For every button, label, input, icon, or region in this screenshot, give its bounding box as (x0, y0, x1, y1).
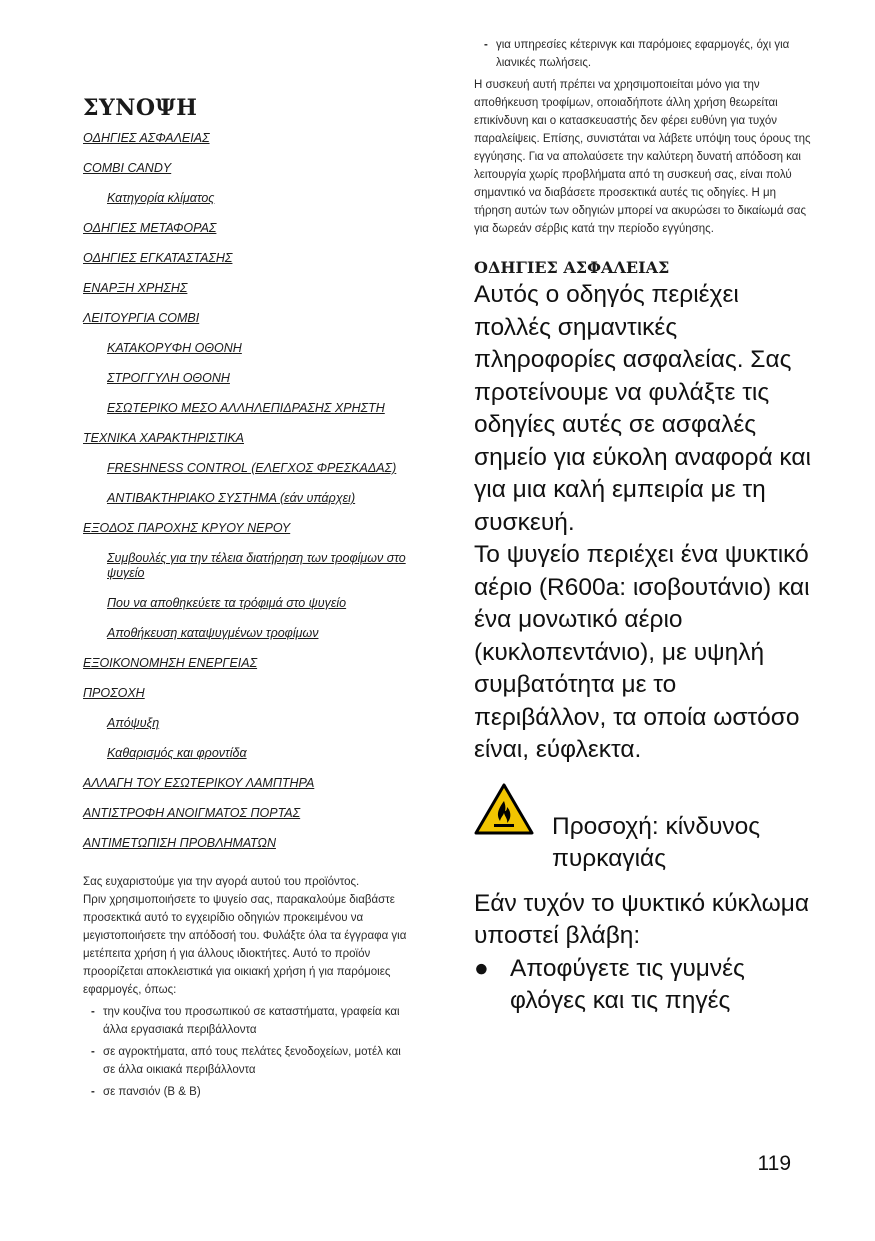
toc-item[interactable]: ΛΕΙΤΟΥΡΓΙΑ COMBI (83, 311, 200, 325)
toc-item[interactable]: ΠΡΟΣΟΧΗ (83, 686, 145, 700)
toc-item[interactable]: ΕΞΟΙΚΟΝΟΜΗΣΗ ΕΝΕΡΓΕΙΑΣ (83, 656, 258, 670)
toc-item[interactable]: ΕΞΟΔΟΣ ΠΑΡΟΧΗΣ ΚΡΥΟΥ ΝΕΡΟΥ (83, 521, 291, 535)
safety-paragraph-1: Αυτός ο οδηγός περιέχει πολλές σημαντικές πληροφορίες ασφαλείας. Σας προτείνουμε να φυλάξτε τις οδηγίες αυτές σε ασφαλές σημείο για εύκολη αναφορά και για μια καλή εμπειρία με τη συσκευή. (474, 281, 811, 536)
flammable-warning-icon (474, 783, 534, 835)
bullet-dot-icon: ● (474, 954, 489, 982)
toc-item[interactable]: ΟΔΗΓΙΕΣ ΜΕΤΑΦΟΡΑΣ (83, 221, 217, 235)
dash-icon: - (91, 1006, 95, 1018)
toc-item[interactable]: ΤΕΧΝΙΚΑ ΧΑΡΑΚΤΗΡΙΣΤΙΚΑ (83, 431, 245, 445)
dash-icon: - (91, 1086, 95, 1098)
safety-heading: ΟΔΗΓΙΕΣ ΑΣΦΑΛΕΙΑΣ (474, 258, 670, 277)
right-column (474, 36, 814, 1018)
toc-item[interactable]: ΑΝΤΙΜΕΤΩΠΙΣΗ ΠΡΟΒΛΗΜΑΤΩΝ (83, 836, 276, 850)
toc-item[interactable]: ΣΤΡΟΓΓΥΛΗ ΟΘΟΝΗ (107, 371, 230, 385)
toc-item[interactable]: ΕΣΩΤΕΡΙΚΟ ΜΕΣΟ ΑΛΛΗΛΕΠΙΔΡΑΣΗΣ ΧΡΗΣΤΗ (107, 401, 385, 415)
toc-item[interactable]: Κατηγορία κλίματος (107, 191, 215, 205)
toc-item[interactable]: Που να αποθηκεύετε τα τρόφιμά στο ψυγείο (107, 596, 347, 610)
bullet-item: ● Αποφύγετε τις γυμνές φλόγες και τις πηγές (474, 953, 814, 1018)
toc-item[interactable]: ΑΝΤΙΒΑΚΤΗΡΙΑΚΟ ΣΥΣΤΗΜΑ (εάν υπάρχει) (107, 491, 356, 505)
dash-icon: - (484, 39, 488, 51)
intro-bullet: - σε πανσιόν (B & B) (83, 1083, 413, 1101)
toc-item[interactable]: Συμβουλές για την τέλεια διατήρηση των τροφίμων στο ψυγείο (107, 551, 406, 580)
toc-item[interactable]: ΑΝΤΙΣΤΡΟΦΗ ΑΝΟΙΓΜΑΤΟΣ ΠΟΡΤΑΣ (83, 806, 301, 820)
damage-text: Εάν τυχόν το ψυκτικό κύκλωμα υποστεί βλάβη: (474, 889, 810, 949)
toc-item[interactable]: Απόψυξη (107, 716, 160, 730)
toc-item[interactable]: ΕΝΑΡΞΗ ΧΡΗΣΗΣ (83, 281, 188, 295)
intro-bullet: - σε αγροκτήματα, από τους πελάτες ξενοδοχείων, μοτέλ και σε άλλα οικιακά περιβάλλοντα (83, 1043, 413, 1079)
toc-item[interactable]: Αποθήκευση καταψυγμένων τροφίμων (107, 626, 319, 640)
toc-item[interactable]: ΚΑΤΑΚΟΡΥΦΗ ΟΘΟΝΗ (107, 341, 242, 355)
left-column (83, 95, 413, 1105)
dash-icon: - (91, 1046, 95, 1058)
toc-item[interactable]: ΟΔΗΓΙΕΣ ΑΣΦΑΛΕΙΑΣ (83, 131, 210, 145)
toc-list (83, 131, 413, 851)
toc-item[interactable]: FRESHNESS CONTROL (ΕΛΕΓΧΟΣ ΦΡΕΣΚΑΔΑΣ) (107, 461, 397, 475)
intro-bullet: - την κουζίνα του προσωπικού σε καταστήματα, γραφεία και άλλα εργασιακά περιβάλλοντα (83, 1003, 413, 1039)
toc-item[interactable]: Καθαρισμός και φροντίδα (107, 746, 247, 760)
toc-item[interactable]: ΟΔΗΓΙΕΣ ΕΓΚΑΤΑΣΤΑΣΗΣ (83, 251, 233, 265)
page-number: 119 (757, 1152, 791, 1175)
toc-title: ΣΥΝΟΨΗ (83, 95, 198, 121)
safety-paragraph-2: Το ψυγείο περιέχει ένα ψυκτικό αέριο (R600a: ισοβουτάνιο) και ένα μονωτικό αέριο (κυκλοπεντάνιο), με υψηλή συμβατότητα με το περιβάλλον, τα οποία ωστόσο είναι, εύφλεκτα. (474, 541, 810, 763)
toc-item[interactable]: ΑΛΛΑΓΗ ΤΟΥ ΕΣΩΤΕΡΙΚΟΥ ΛΑΜΠΤΗΡΑ (83, 776, 315, 790)
top-bullet: - για υπηρεσίες κέτερινγκ και παρόμοιες εφαρμογές, όχι για λιανικές πωλήσεις. (474, 36, 814, 72)
intro-section (83, 873, 413, 1101)
usage-paragraph: Η συσκευή αυτή πρέπει να χρησιμοποιείται μόνο για την αποθήκευση τροφίμων, οποιαδήποτε άλλη χρήση θεωρείται επικίνδυνη και ο κατασκευαστής δεν φέρει ευθύνη για τυχόν παραλείψεις. Επίσης, συνιστάται να λάβετε υπόψη τους όρους της εγγύησης. Για να απολαύσετε την καλύτερη δυνατή απόδοση και λειτουργία χωρίς προβλήματα από τη συσκευή σας, είναι πολύ σημαντικό να διαβάσετε προσεκτικά αυτές τις οδηγίες. Η μη τήρηση αυτών των οδηγιών μπορεί να ακυρώσει το δικαίωμά σας για δωρεάν σέρβις κατά την περίοδο εγγύησης. (474, 79, 811, 235)
intro-paragraph: Σας ευχαριστούμε για την αγορά αυτού του προϊόντος. Πριν χρησιμοποιήσετε το ψυγείο σας, παρακαλούμε διαβάστε προσεκτικά αυτό το εγχειρίδιο οδηγιών προκειμένου να μεγιστοποιήσετε την απόδοσή του. Φυλάξτε όλα τα έγγραφα για μετέπειτα χρήση ή για άλλους ιδιοκτήτες. Αυτό το προϊόν προορίζεται αποκλειστικά για οικιακή χρήση ή για παρόμοιες εφαρμογές, όπως: (83, 876, 407, 996)
fire-warning (474, 783, 814, 876)
toc-item[interactable]: COMBI CANDY (83, 161, 172, 175)
warning-label: Προσοχή: κίνδυνος πυρκαγιάς (552, 812, 761, 872)
